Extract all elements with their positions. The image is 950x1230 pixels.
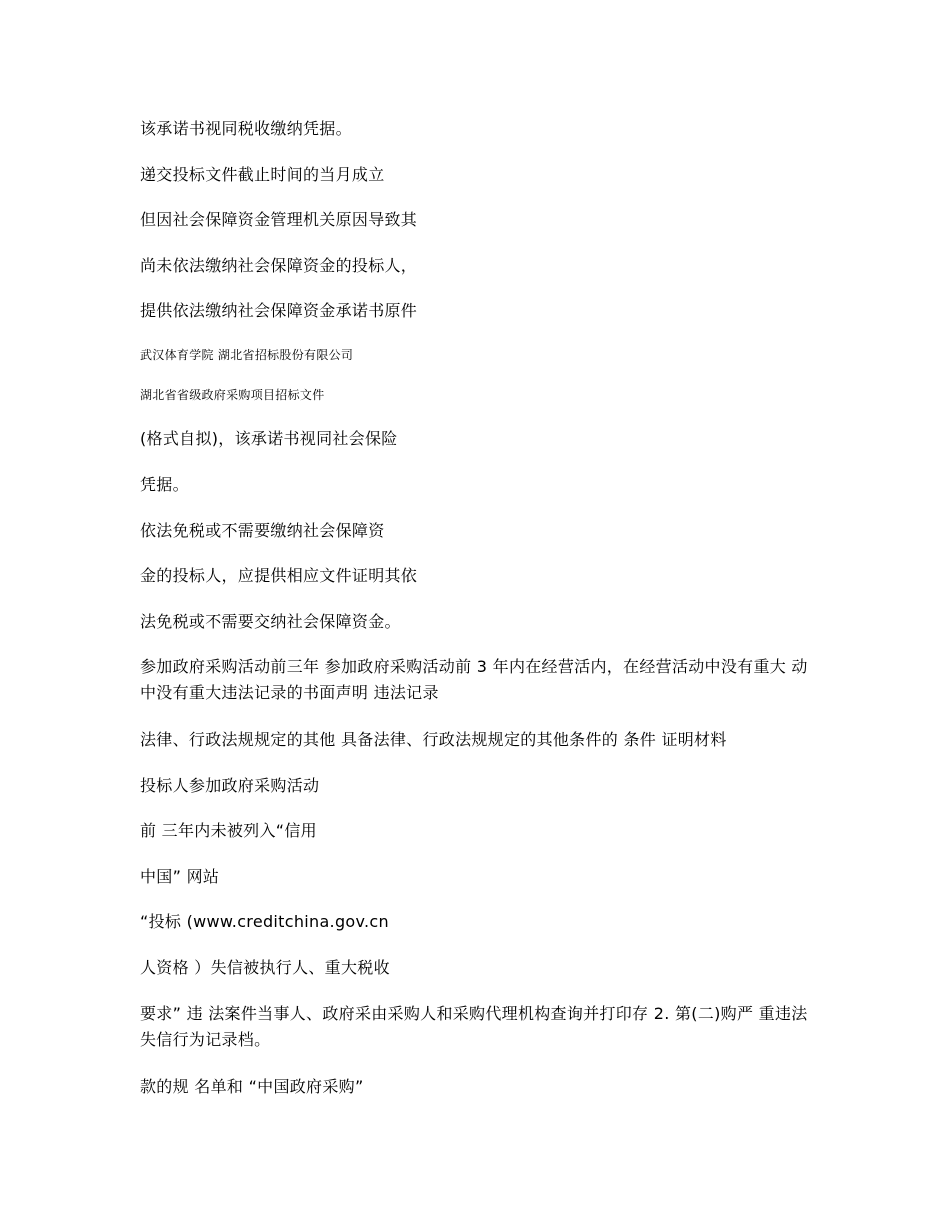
text-line: 提供依法缴纳社会保障资金承诺书原件 [140, 301, 418, 320]
text-line: 但因社会保障资金管理机关原因导致其 [140, 210, 418, 229]
header-institution: 武汉体育学院 湖北省招标股份有限公司 [140, 348, 354, 362]
text-line: 人资格 ）失信被执行人、重大税收 [140, 958, 390, 977]
text-line: “投标 (www.creditchina.gov.cn [140, 912, 389, 931]
text-paragraph: 要求” 违 法案件当事人、政府采由采购人和采购代理机构查询并打印存 2. 第(二)购严 重违法失信行为记录档。 [140, 1004, 808, 1049]
text-line: 法律、行政法规规定的其他 具备法律、行政法规规定的其他条件的 条件 证明材料 [140, 730, 727, 749]
text-line: 前 三年内未被列入“信用 [140, 821, 317, 840]
text-line: 凭据。 [140, 475, 189, 494]
text-line: 款的规 名单和 “中国政府采购” [140, 1077, 364, 1096]
text-line: 中国” 网站 [140, 867, 220, 886]
text-line: 尚未依法缴纳社会保障资金的投标人， [140, 256, 418, 275]
text-line: 该承诺书视同税收缴纳凭据。 [140, 119, 352, 138]
text-line: 法免税或不需要交纳社会保障资金。 [140, 612, 401, 631]
text-line: (格式自拟)，该承诺书视同社会保险 [140, 429, 398, 448]
text-line: 投标人参加政府采购活动 [140, 776, 320, 795]
text-paragraph: 参加政府采购活动前三年 参加政府采购活动前 3 年内在经营活内，在经营活动中没有重大 动中没有重大违法记录的书面声明 违法记录 [140, 657, 808, 702]
text-line: 依法免税或不需要缴纳社会保障资 [140, 521, 385, 540]
header-document-title: 湖北省省级政府采购项目招标文件 [140, 388, 325, 402]
text-line: 金的投标人，应提供相应文件证明其依 [140, 566, 418, 585]
text-line: 递交投标文件截止时间的当月成立 [140, 165, 385, 184]
